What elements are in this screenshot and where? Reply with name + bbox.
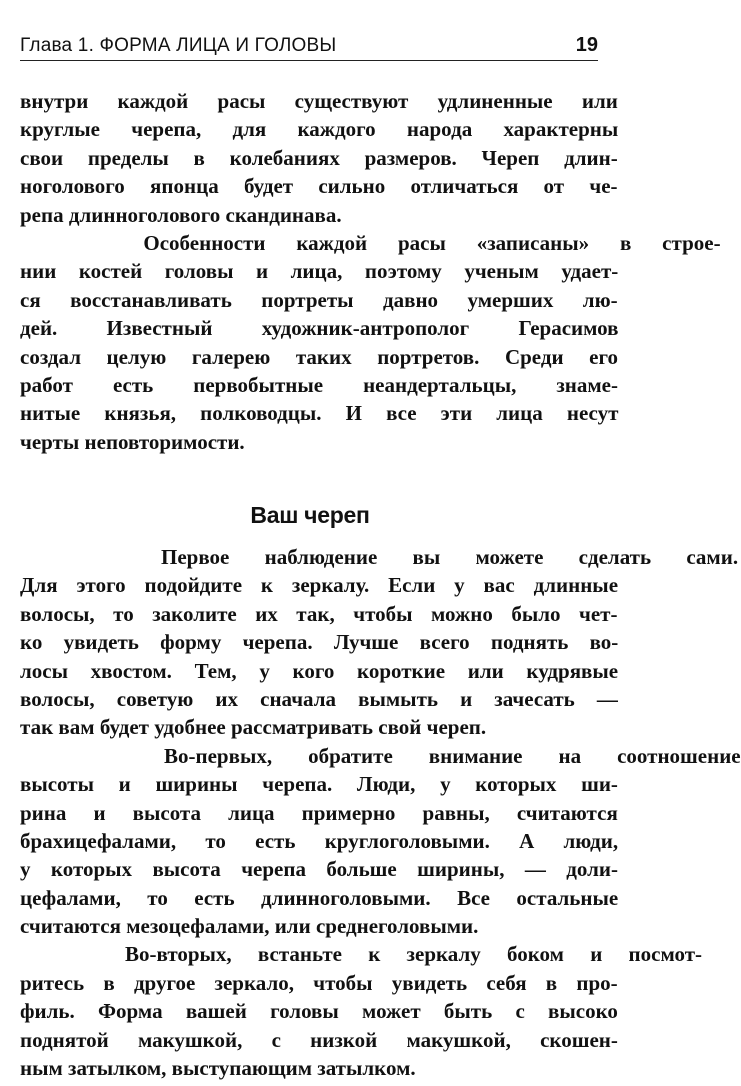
text-line: ся восстанавливать портреты давно умерших лю- (20, 287, 618, 312)
text-line: Во-вторых, встаньте к зеркалу боком и посмот- (20, 942, 703, 967)
text-line: Первое наблюдение вы можете сделать сами. (20, 545, 739, 569)
running-head (20, 32, 598, 61)
text-line: свои пределы в колебаниях размеров. Череп длин- (20, 145, 618, 170)
text-line: нии костей головы и лица, поэтому ученым удает- (20, 259, 619, 284)
text-line: ноголового японца будет сильно отличаться от че- (20, 174, 618, 199)
text-line: цефалами, то есть длинноголовыми. Все остальные (20, 885, 619, 910)
text-line: волосы, советую их сначала вымыть и зачесать — (20, 686, 618, 711)
text-line: нитые князья, полководцы. И все эти лица несут (20, 401, 619, 426)
text-line: ритесь в другое зеркало, чтобы увидеть себя в про- (20, 970, 618, 995)
page-number: 19 (575, 34, 598, 56)
text-line: создал целую галерею таких портретов. Среди его (20, 344, 618, 369)
text-line: работ есть первобытные неандертальцы, знаме- (20, 372, 618, 397)
text-line: ным затылком, выступающим затылком. (20, 1056, 416, 1081)
text-line: рина и высота лица примерно равны, считаются (20, 800, 618, 825)
text-line: волосы, то заколите их так, чтобы можно было чет- (20, 601, 618, 626)
text-line: круглые черепа, для каждого народа характерны (20, 117, 619, 142)
text-line: у которых высота черепа больше ширины, — доли- (20, 857, 618, 882)
text-line: Особенности каждой расы «записаны» в строе- (20, 230, 721, 255)
text-line: ко увидеть форму черепа. Лучше всего поднять во- (20, 630, 619, 655)
chapter-title: Глава 1. ФОРМА ЛИЦА И ГОЛОВЫ (20, 35, 337, 56)
text-line: так вам будет удобнее рассматривать свой череп. (20, 715, 487, 740)
text-line: лосы хвостом. Тем, у кого короткие или кудрявые (20, 658, 619, 683)
text-line: высоты и ширины черепа. Люди, у которых ши- (20, 772, 618, 797)
text-line: репа длинноголового скандинава. (20, 202, 342, 227)
text-line: дей. Известный художник-антрополог Герасимов (20, 316, 619, 341)
text-line: брахицефалами, то есть круглоголовыми. А люди, (20, 828, 619, 853)
text-line: черты неповторимости. (20, 429, 245, 454)
text-line: Для этого подойдите к зеркалу. Если у вас длинные (20, 573, 619, 598)
text-block-top (20, 87, 721, 456)
text-line: Во-первых, обратите внимание на соотношение (20, 743, 741, 768)
text-line: внутри каждой расы существуют удлиненные или (20, 89, 618, 113)
text-block-bottom (20, 543, 741, 1082)
text-line: филь. Форма вашей головы может быть с высоко (20, 999, 618, 1024)
section-heading: Ваш череп (250, 502, 370, 528)
text-line: считаются мезоцефалами, или среднеголовыми. (20, 914, 479, 939)
text-line: поднятой макушкой, с низкой макушкой, скошен- (20, 1027, 618, 1052)
